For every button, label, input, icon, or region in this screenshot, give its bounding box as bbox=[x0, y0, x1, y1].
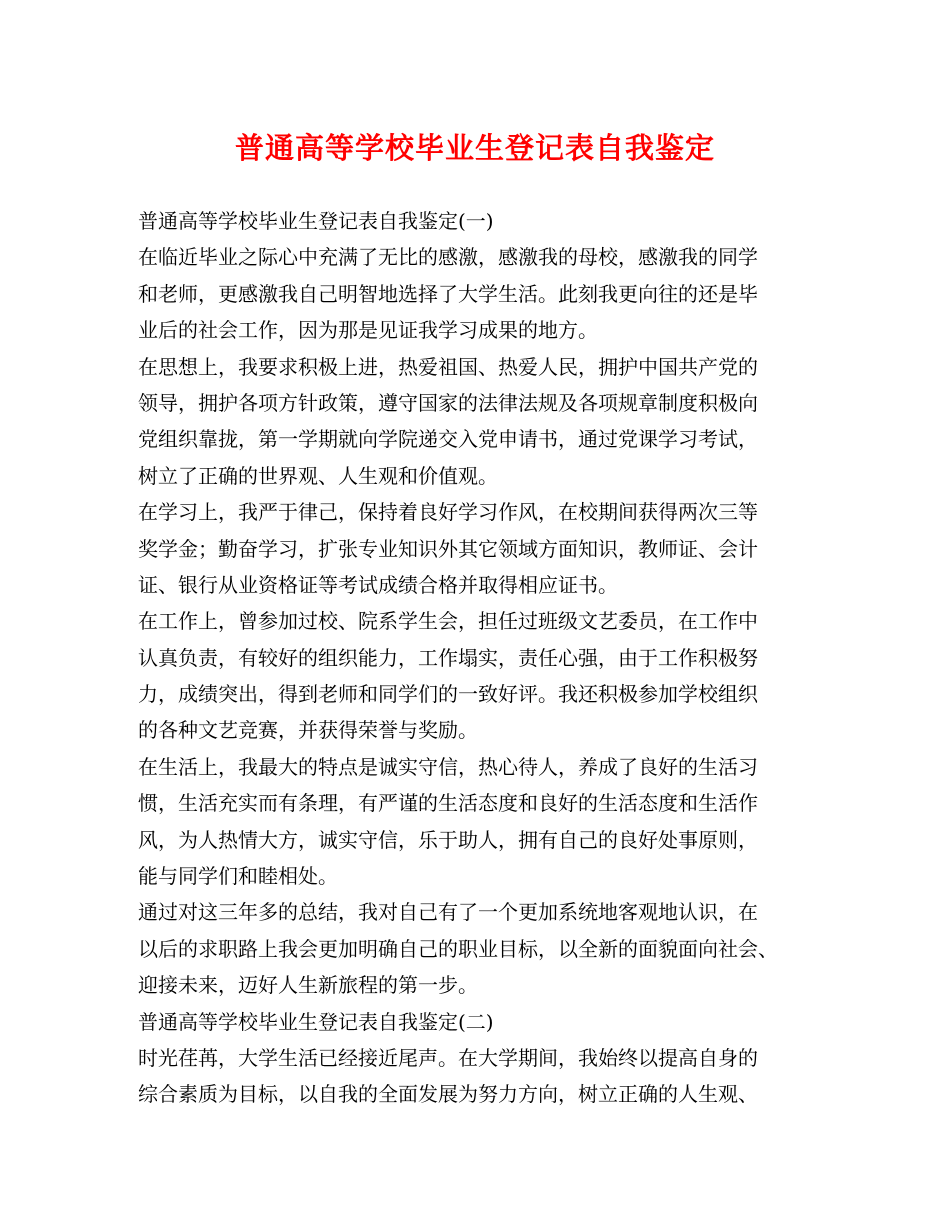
text-line: 惯，生活充实而有条理，有严谨的生活态度和良好的生活态度和生活作 bbox=[138, 791, 758, 816]
document-body bbox=[138, 203, 838, 1113]
text-line: 证、银行从业资格证等考试成绩合格并取得相应证书。 bbox=[138, 572, 618, 597]
text-line: 奖学金；勤奋学习，扩张专业知识外其它领域方面知识，教师证、会计 bbox=[138, 536, 758, 561]
text-line: 的各种文艺竞赛，并获得荣誉与奖励。 bbox=[138, 718, 478, 743]
text-line: 时光荏苒，大学生活已经接近尾声。在大学期间，我始终以提高自身的 bbox=[138, 1045, 758, 1070]
text-line: 力，成绩突出，得到老师和同学们的一致好评。我还积极参加学校组织 bbox=[138, 682, 758, 707]
text-line: 综合素质为目标，以自我的全面发展为努力方向，树立正确的人生观、 bbox=[138, 1082, 758, 1107]
section-heading-2: 普通高等学校毕业生登记表自我鉴定(二) bbox=[138, 1009, 494, 1034]
text-line: 树立了正确的世界观、人生观和价值观。 bbox=[138, 463, 498, 488]
text-line: 认真负责，有较好的组织能力，工作塌实，责任心强，由于工作积极努 bbox=[138, 645, 758, 670]
text-line: 迎接未来，迈好人生新旅程的第一步。 bbox=[138, 973, 478, 998]
text-line: 在工作上，曾参加过校、院系学生会，担任过班级文艺委员，在工作中 bbox=[138, 609, 758, 634]
text-line: 以后的求职路上我会更加明确自己的职业目标，以全新的面貌面向社会、 bbox=[138, 936, 778, 961]
text-line: 通过对这三年多的总结，我对自己有了一个更加系统地客观地认识，在 bbox=[138, 900, 758, 925]
text-line: 业后的社会工作，因为那是见证我学习成果的地方。 bbox=[138, 318, 598, 343]
document-title: 普通高等学校毕业生登记表自我鉴定 bbox=[234, 131, 715, 165]
text-line: 在临近毕业之际心中充满了无比的感激，感激我的母校，感激我的同学 bbox=[138, 245, 758, 270]
text-line: 领导，拥护各项方针政策，遵守国家的法律法规及各项规章制度积极向 bbox=[138, 390, 758, 415]
text-line: 在生活上，我最大的特点是诚实守信，热心待人，养成了良好的生活习 bbox=[138, 754, 758, 779]
text-line: 在思想上，我要求积极上进，热爱祖国、热爱人民，拥护中国共产党的 bbox=[138, 354, 758, 379]
text-line: 在学习上，我严于律己，保持着良好学习作风，在校期间获得两次三等 bbox=[138, 500, 758, 525]
text-line: 党组织靠拢，第一学期就向学院递交入党申请书，通过党课学习考试， bbox=[138, 427, 758, 452]
text-line: 能与同学们和睦相处。 bbox=[138, 864, 338, 889]
text-line: 和老师，更感激我自己明智地选择了大学生活。此刻我更向往的还是毕 bbox=[138, 281, 758, 306]
section-heading-1: 普通高等学校毕业生登记表自我鉴定(一) bbox=[138, 209, 494, 233]
text-line: 风，为人热情大方，诚实守信，乐于助人，拥有自己的良好处事原则， bbox=[138, 827, 758, 852]
